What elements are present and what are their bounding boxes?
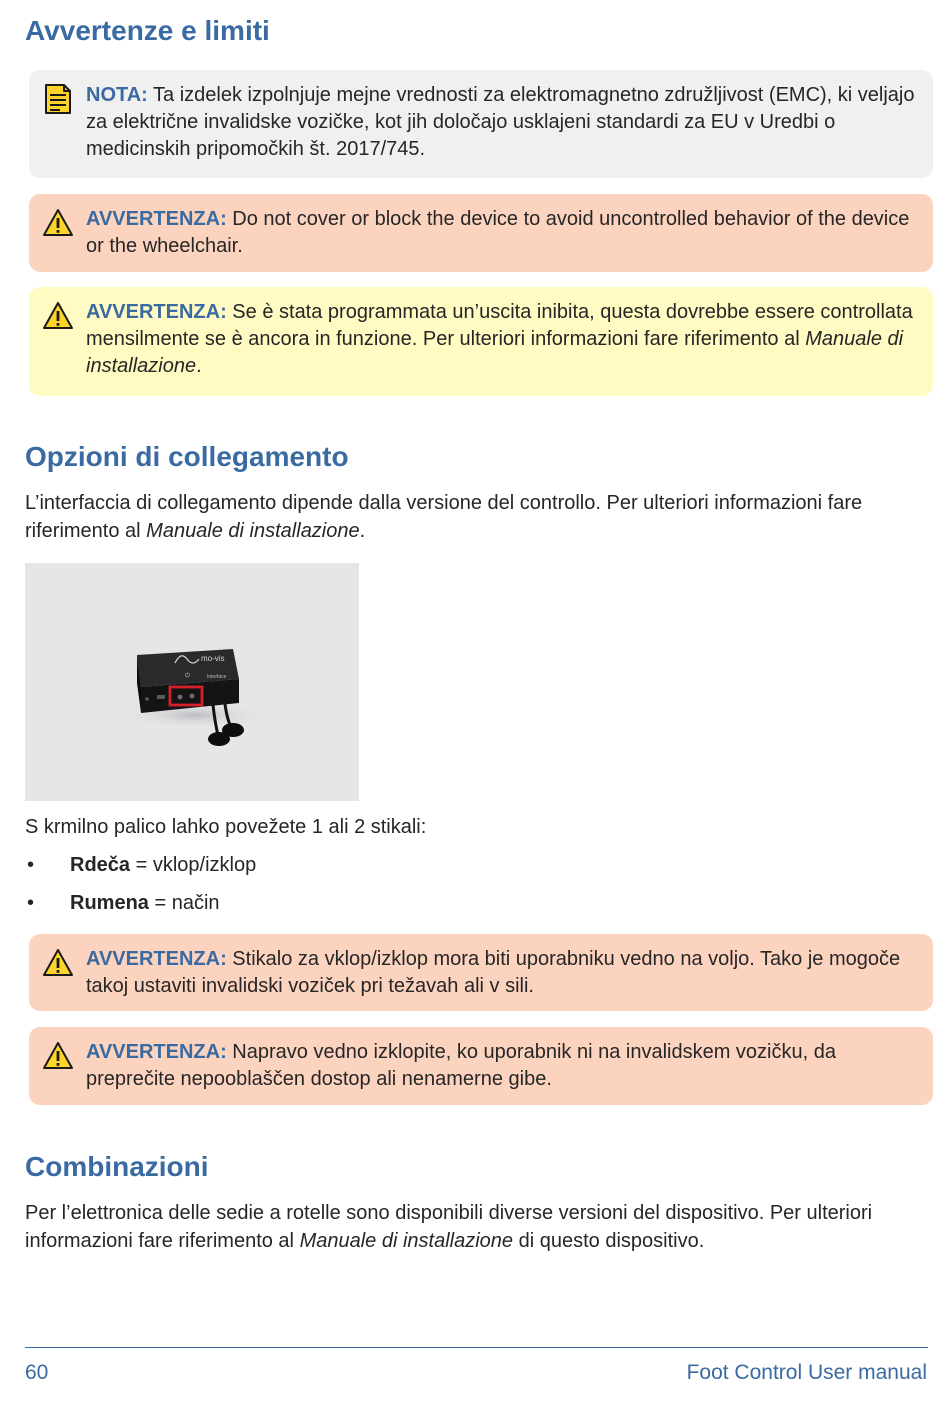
usb-port xyxy=(157,695,165,699)
connection-paragraph xyxy=(25,489,930,545)
warning-triangle-icon xyxy=(42,300,74,332)
footer-divider xyxy=(25,1347,928,1348)
switch-intro: S krmilno palico lahko povežete 1 ali 2 stikali: xyxy=(25,816,427,838)
warning-text: Stikalo za vklop/izklop mora biti uporabniku vedno na voljo. Tako je mogoče takoj ustaviti invalidski voziček pri težavah ali v sili. xyxy=(86,948,901,997)
warning-text: Se è stata programmata un’uscita inibita, questa dovrebbe essere controllata mensilmente se è ancora in funzione. Per ulteriori informazioni fare riferimento al xyxy=(86,301,913,350)
warning-text-end: . xyxy=(196,355,202,377)
list-item-value: = način xyxy=(148,892,220,914)
warning-box-onoff xyxy=(29,934,933,1011)
warning-triangle-icon xyxy=(42,207,74,239)
warning-box-inhibit xyxy=(29,287,933,396)
note-document-icon xyxy=(42,83,74,115)
bullet: • xyxy=(27,854,35,876)
list-item-term: Rdeča xyxy=(70,854,131,876)
connection-text: L’interfaccia di collegamento dipende dalla versione del controllo. Per ulteriori informazioni fare riferimento al xyxy=(25,492,863,542)
list-item-text xyxy=(70,889,220,917)
section-title-connection: Opzioni di collegamento xyxy=(25,441,349,472)
bullet: • xyxy=(27,892,35,914)
cable-plug xyxy=(222,723,244,737)
warning-text: Do not cover or block the device to avoid uncontrolled behavior of the device or the wheelchair. xyxy=(86,208,910,257)
switch-port-1 xyxy=(178,695,183,700)
manual-reference: Manuale di installazione xyxy=(86,328,904,377)
device-label: Interface xyxy=(207,674,227,680)
warning-label: AVVERTENZA: xyxy=(86,1041,227,1063)
note-box xyxy=(29,70,933,178)
list-item-term: Rumena xyxy=(70,892,149,914)
note-text: Ta izdelek izpolnjuje mejne vrednosti za elektromagnetno združljivost (EMC), ki veljajo za električne invalidske vozičke, kot jih določajo usklajeni standardi za EU v Uredbi o medicinskih pripomočkih št. 2017/745. xyxy=(86,84,915,160)
section-title-combinations: Combinazioni xyxy=(25,1151,209,1182)
interface-device-illustration xyxy=(25,563,359,801)
warning-text: Napravo vedno izklopite, ko uporabnik ni na invalidskem vozičku, da preprečite nepooblaščen dostop ali nenamerne gibe. xyxy=(86,1041,836,1090)
manual-title: Foot Control User manual xyxy=(686,1361,927,1384)
warning-box-cover xyxy=(29,194,933,272)
warning-box-switch-off xyxy=(29,1027,933,1105)
svg-text:⏻: ⏻ xyxy=(185,673,190,679)
warning-label: AVVERTENZA: xyxy=(86,301,227,323)
list-item-value: = vklop/izklop xyxy=(130,854,257,876)
combinations-text-end: di questo dispositivo. xyxy=(513,1230,705,1252)
combinations-text: Per l’elettronica delle sedie a rotelle sono disponibili diverse versioni del dispositivo. Per ulteriori informazioni fare riferimento al xyxy=(25,1202,873,1252)
warning-label: AVVERTENZA: xyxy=(86,948,227,970)
section-title-warnings: Avvertenze e limiti xyxy=(25,15,270,46)
list-item-text xyxy=(70,851,256,879)
indicator-led xyxy=(145,697,149,701)
interface-device-photo xyxy=(25,563,359,801)
warning-triangle-icon xyxy=(42,947,74,979)
device-brand: mo-vis xyxy=(201,654,225,663)
warning-triangle-icon xyxy=(42,1040,74,1072)
note-label: NOTA: xyxy=(86,84,148,106)
manual-reference: Manuale di installazione xyxy=(299,1230,514,1252)
warning-label: AVVERTENZA: xyxy=(86,208,227,230)
switch-port-2 xyxy=(190,694,195,699)
connection-text-end: . xyxy=(359,520,366,542)
combinations-paragraph xyxy=(25,1199,930,1255)
manual-reference: Manuale di installazione xyxy=(146,520,360,542)
page-number: 60 xyxy=(25,1361,49,1384)
